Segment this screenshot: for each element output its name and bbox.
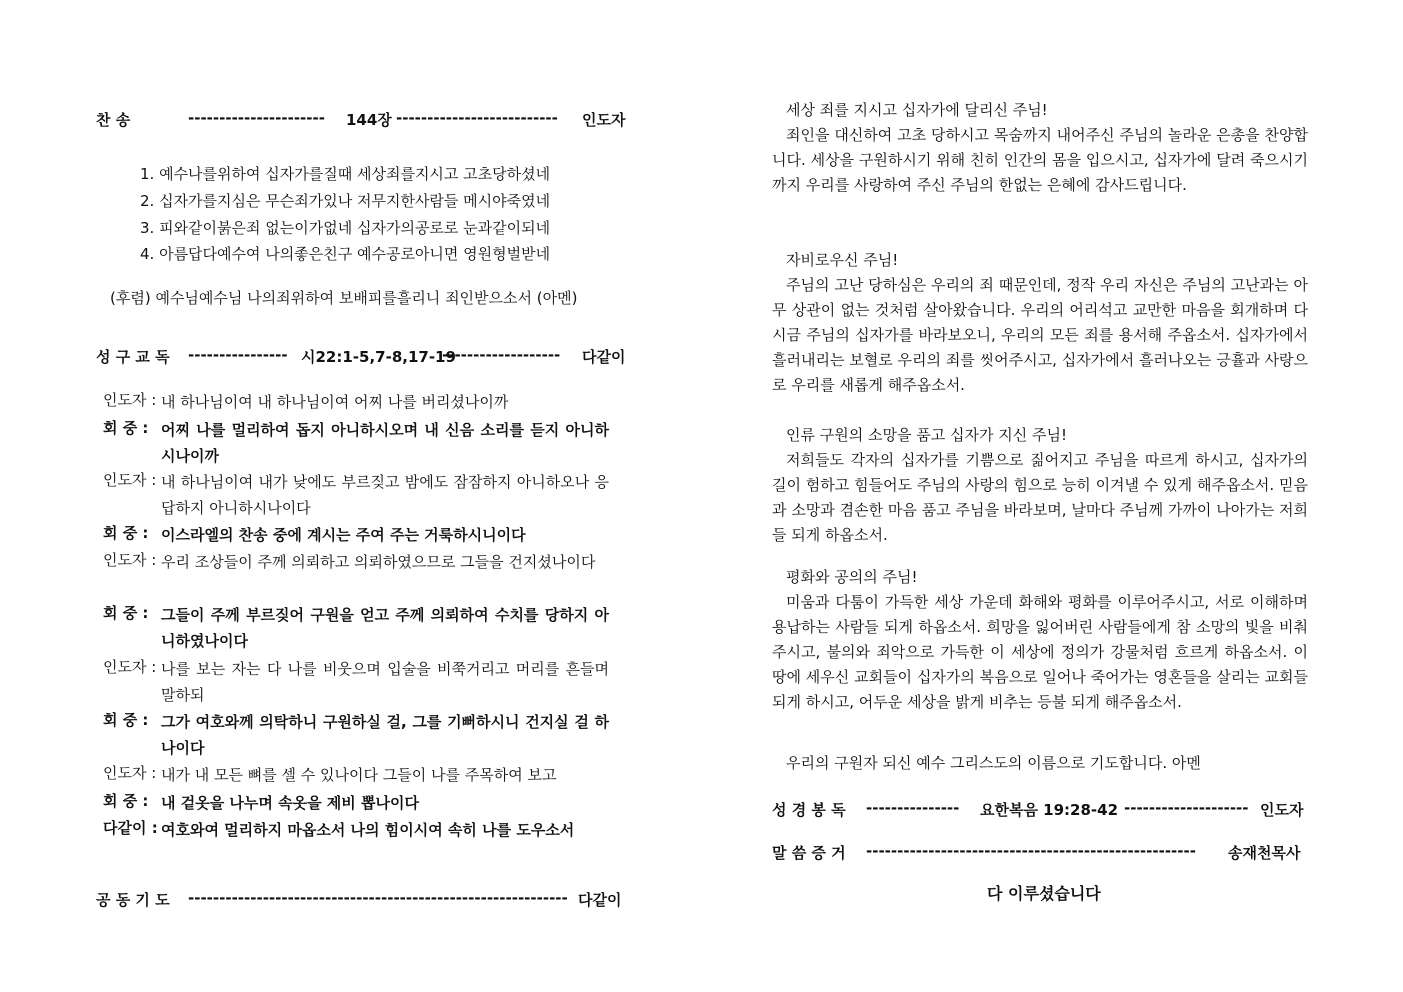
reading-text: 나를 보는 자는 다 나를 비웃으며 입술을 비쭉거리고 머리를 흔들며 말하되 xyxy=(161,660,609,704)
prayer-address: 평화와 공의의 주님! xyxy=(786,568,918,586)
reading-speaker: 인도자 : xyxy=(103,764,157,782)
reading-header xyxy=(96,346,630,368)
scripture-dashes-2: -------------------- xyxy=(1124,799,1249,817)
reading-label: 성 구 교 독 xyxy=(96,348,170,366)
sermon-title: 다 이루셨습니다 xyxy=(987,884,1101,903)
prayer-closing: 우리의 구원자 되신 예수 그리스도의 이름으로 기도합니다. 아멘 xyxy=(786,754,1201,772)
reading-speaker: 다같이 : xyxy=(103,819,158,837)
prayer-paragraph xyxy=(772,751,1308,776)
reading-speaker: 회 중 : xyxy=(103,604,149,622)
reading-text: 그들이 주께 부르짖어 구원을 얻고 주께 의뢰하여 수치를 당하지 아니하였나이다 xyxy=(161,606,609,650)
prayer-address: 자비로우신 주님! xyxy=(786,251,899,269)
scripture-header xyxy=(772,799,1308,821)
reading-speaker: 회 중 : xyxy=(103,419,149,437)
prayer-paragraph xyxy=(772,248,1308,398)
reading-speaker: 회 중 : xyxy=(103,711,149,729)
reading-speaker: 회 중 : xyxy=(103,524,149,542)
common-prayer-label: 공 동 기 도 xyxy=(96,891,170,909)
hymn-leader: 인도자 xyxy=(582,111,626,129)
reading-text: 우리 조상들이 주께 의뢰하고 의뢰하였으므로 그들을 건지셨나이다 xyxy=(161,553,596,571)
common-prayer-dashes: ------------------------------------------------------------- xyxy=(188,889,568,907)
reading-speaker: 회 중 : xyxy=(103,792,149,810)
prayer-body: 죄인을 대신하여 고초 당하시고 목숨까지 내어주신 주님의 놀라운 은총을 찬양합니다. 세상을 구원하시기 위해 친히 인간의 몸을 입으시고, 십자가에 달려 죽으시기까지 우리를 사랑하여 주신 주님의 한없는 은혜에 감사드립니다. xyxy=(772,126,1308,194)
hymn-verse: 2. 십자가를지심은 무슨죄가있나 저무지한사람들 메시야죽였네 xyxy=(140,192,551,210)
reading-text: 내 겉옷을 나누며 속옷을 제비 뽑나이다 xyxy=(161,794,419,812)
reading-text: 어찌 나를 멀리하여 돕지 아니하시오며 내 신음 소리를 듣지 아니하시나이까 xyxy=(161,421,609,465)
hymn-verse: 4. 아름답다예수여 나의좋은친구 예수공로아니면 영원형벌받네 xyxy=(140,245,551,263)
reading-speaker: 인도자 : xyxy=(103,391,157,409)
prayer-body: 미움과 다툼이 가득한 세상 가운데 화해와 평화를 이루어주시고, 서로 이해하며 용납하는 사람들 되게 하옵소서. 희망을 잃어버린 사람들에게 참 소망의 빛을 비춰주시고, 불의와 죄악으로 가득한 이 세상에 정의가 강물처럼 흐르게 하옵소서. 이 땅에 세우신 교회들이 십자가의 복음으로 일어나 죽어가는 영혼들을 살리는 교회들 되게 하시고, 어두운 세상을 밝게 비추는 등불 되게 해주옵소서. xyxy=(772,593,1308,711)
hymn-verse: 1. 예수나를위하여 십자가를질때 세상죄를지시고 고초당하셨네 xyxy=(140,165,551,183)
prayer-paragraph xyxy=(772,423,1308,548)
scripture-leader: 인도자 xyxy=(1260,801,1304,819)
reading-text: 내가 내 모든 뼈를 셀 수 있나이다 그들이 나를 주목하여 보고 xyxy=(161,766,557,784)
reading-dashes-1: ---------------- xyxy=(188,346,288,364)
scripture-label: 성 경 봉 독 xyxy=(772,801,846,819)
sermon-preacher: 송재천목사 xyxy=(1228,844,1301,862)
hymn-chorus: (후렴) 예수님예수님 나의죄위하여 보배피를흘리니 죄인받으소서 (아멘) xyxy=(110,289,578,307)
reading-text: 내 하나님이여 내 하나님이여 어찌 나를 버리셨나이까 xyxy=(161,393,509,411)
prayer-body: 주님의 고난 당하심은 우리의 죄 때문인데, 정작 우리 자신은 주님의 고난과는 아무 상관이 없는 것처럼 살아왔습니다. 우리의 어리석고 교만한 마음을 회개하며 다시금 주님의 십자가를 바라보오니, 우리의 모든 죄를 용서해 주옵소서. 십자가에서 흘러내리는 보혈로 우리의 죄를 씻어주시고, 십자가에서 흘러나오는 긍휼과 사랑으로 우리를 새롭게 해주옵소서. xyxy=(772,276,1308,394)
common-prayer-header xyxy=(96,889,630,911)
scripture-passage: 요한복음 19:28-42 xyxy=(980,801,1119,819)
sermon-header xyxy=(772,842,1308,864)
reading-text: 내 하나님이여 내가 낮에도 부르짖고 밤에도 잠잠하지 아니하오나 응답하지 아니하시나이다 xyxy=(161,473,609,517)
hymn-dashes-2: -------------------------- xyxy=(396,109,558,127)
prayer-paragraph xyxy=(772,565,1308,715)
prayer-paragraph xyxy=(772,98,1308,198)
sermon-label: 말 씀 증 거 xyxy=(772,844,846,862)
reading-speaker: 인도자 : xyxy=(103,658,157,676)
reading-text: 여호와여 멀리하지 마옵소서 나의 힘이시여 속히 나를 도우소서 xyxy=(161,821,575,839)
left-page xyxy=(0,0,700,992)
hymn-dashes-1: ---------------------- xyxy=(188,109,325,127)
reading-text: 그가 여호와께 의탁하니 구원하실 걸, 그를 기뻐하시니 건지실 걸 하나이다 xyxy=(161,713,609,757)
scripture-dashes-1: --------------- xyxy=(866,799,960,817)
prayer-address: 세상 죄를 지시고 십자가에 달리신 주님! xyxy=(786,101,1048,119)
hymn-label: 찬 송 xyxy=(96,111,131,129)
common-prayer-leader: 다같이 xyxy=(578,891,622,909)
reading-speaker: 인도자 : xyxy=(103,471,157,489)
hymn-verse: 3. 피와같이붉은죄 없는이가없네 십자가의공로로 눈과같이되네 xyxy=(140,219,551,237)
prayer-address: 인류 구원의 소망을 품고 십자가 지신 주님! xyxy=(786,426,1067,444)
sermon-dashes: ----------------------------------------------------- xyxy=(866,842,1196,860)
reading-speaker: 인도자 : xyxy=(103,551,157,569)
prayer-body: 저희들도 각자의 십자가를 기쁨으로 짊어지고 주님을 따르게 하시고, 십자가의 길이 험하고 힘들어도 주님의 사랑의 힘으로 능히 이겨낼 수 있게 해주옵소서. 믿음과 소망과 겸손한 마음 품고 주님을 바라보며, 날마다 주님께 가까이 나아가는 저희들 되게 하옵소서. xyxy=(772,451,1308,544)
reading-text: 이스라엘의 찬송 중에 계시는 주여 주는 거룩하시니이다 xyxy=(161,526,526,544)
hymn-number: 144장 xyxy=(346,111,392,129)
reading-dashes-2: ------------------- xyxy=(442,346,561,364)
reading-leader: 다같이 xyxy=(582,348,626,366)
hymn-header xyxy=(96,109,630,131)
reading-passage: 시22:1-5,7-8,17-19 xyxy=(301,348,456,366)
